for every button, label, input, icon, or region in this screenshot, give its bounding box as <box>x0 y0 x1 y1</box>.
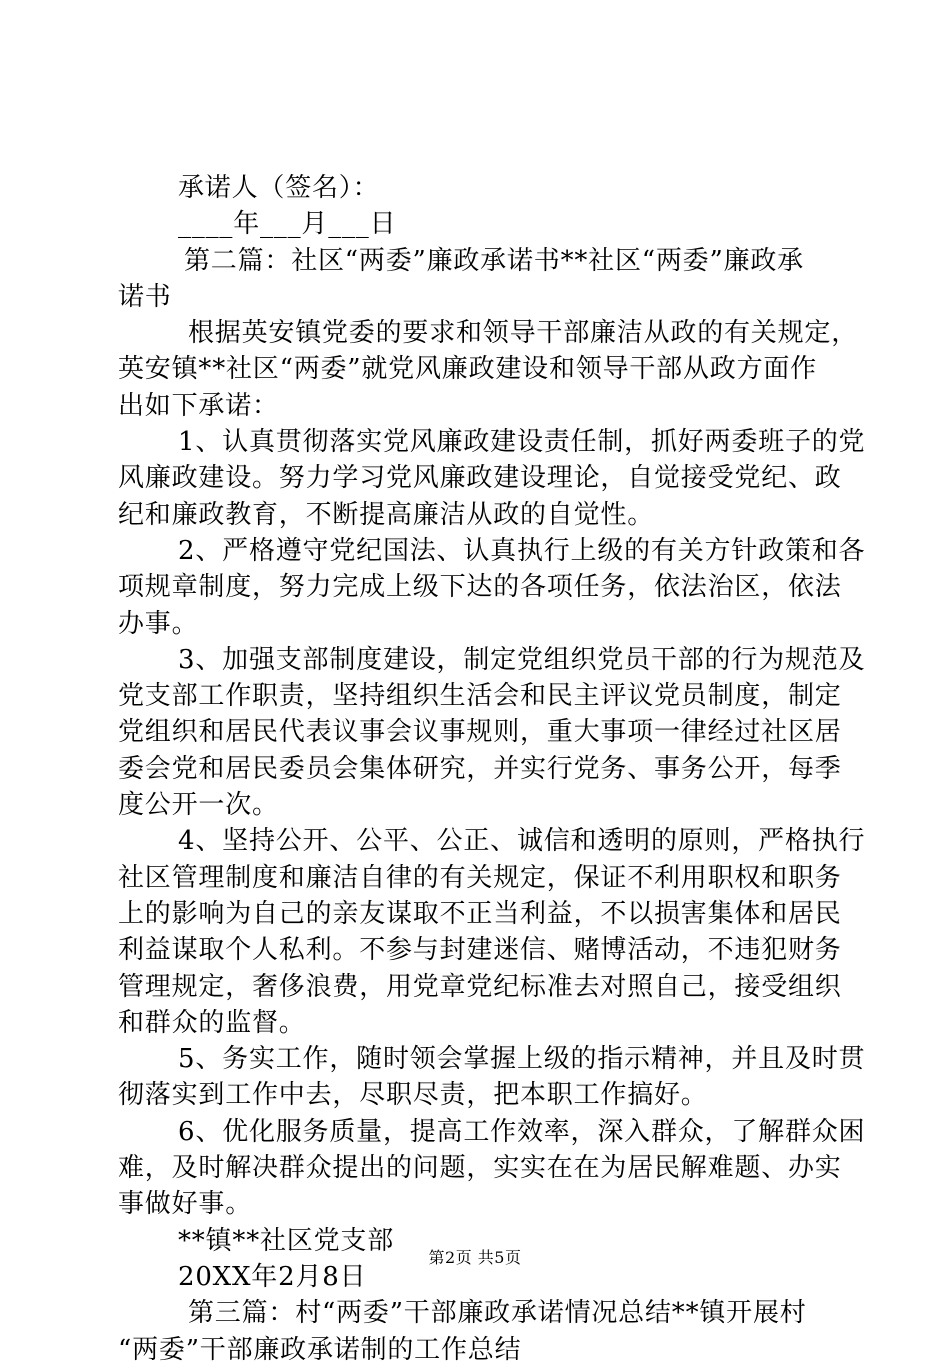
text-line: **镇**社区党支部 <box>178 1225 395 1256</box>
text-line: 5、务实工作，随时领会掌握上级的指示精神，并且及时贯 <box>178 1044 866 1075</box>
text-line: 办事。 <box>118 608 199 639</box>
text-line: 和群众的监督。 <box>118 1007 306 1038</box>
text-line: 彻落实到工作中去，尽职尽责，把本职工作搞好。 <box>118 1080 708 1111</box>
text-line: 项规章制度，努力完成上级下达的各项任务，依法治区，依法 <box>118 572 842 603</box>
text-line: 第二篇：社区“两委”廉政承诺书**社区“两委”廉政承 <box>184 245 804 276</box>
text-line: 党支部工作职责，坚持组织生活会和民主评议党员制度，制定 <box>118 681 842 712</box>
text-line: 管理规定，奢侈浪费，用党章党纪标准去对照自己，接受组织 <box>118 971 842 1002</box>
text-line: 委会党和居民委员会集体研究，并实行党务、事务公开，每季 <box>118 753 842 784</box>
page-footer: 第2页 共5页 <box>428 1248 522 1267</box>
text-line: 4、坚持公开、公平、公正、诚信和透明的原则，严格执行 <box>178 826 866 857</box>
document-body <box>118 170 866 1368</box>
text-line: 承诺人（签名）： <box>178 173 380 203</box>
text-line: 风廉政建设。努力学习党风廉政建设理论，自觉接受党纪、政 <box>118 463 842 494</box>
text-line: 2、严格遵守党纪国法、认真执行上级的有关方针政策和各 <box>178 535 866 566</box>
text-line: 党组织和居民代表议事会议事规则，重大事项一律经过社区居 <box>118 717 842 748</box>
text-line: “两委”干部廉政承诺制的工作总结 <box>118 1334 522 1365</box>
text-line: 英安镇**社区“两委”就党风廉政建设和领导干部从政方面作 <box>118 354 817 385</box>
text-line: 上的影响为自己的亲友谋取不正当利益，不以损害集体和居民 <box>118 898 842 929</box>
text-line: 第三篇：村“两委”干部廉政承诺情况总结**镇开展村 <box>188 1298 807 1329</box>
text-line: 1、认真贯彻落实党风廉政建设责任制，抓好两委班子的党 <box>178 427 866 458</box>
text-line: 难，及时解决群众提出的问题，实实在在为居民解难题、办实 <box>118 1153 842 1184</box>
text-line: 根据英安镇党委的要求和领导干部廉洁从政的有关规定， <box>188 318 859 349</box>
text-line: 出如下承诺： <box>118 390 279 421</box>
text-line: 20XX年2月8日 <box>178 1261 367 1292</box>
text-line: 纪和廉政教育，不断提高廉洁从政的自觉性。 <box>118 499 655 530</box>
text-line: ____年___月___日 <box>178 209 397 240</box>
text-line: 利益谋取个人私利。不参与封建迷信、赌博活动，不违犯财务 <box>118 935 842 966</box>
text-line: 诺书 <box>118 281 172 312</box>
text-line: 6、优化服务质量，提高工作效率，深入群众，了解群众困 <box>178 1116 866 1147</box>
text-line: 事做好事。 <box>118 1189 253 1220</box>
text-line: 3、加强支部制度建设，制定党组织党员干部的行为规范及 <box>178 644 866 675</box>
text-line: 度公开一次。 <box>118 790 279 821</box>
text-line: 社区管理制度和廉洁自律的有关规定，保证不利用职权和职务 <box>118 862 842 893</box>
